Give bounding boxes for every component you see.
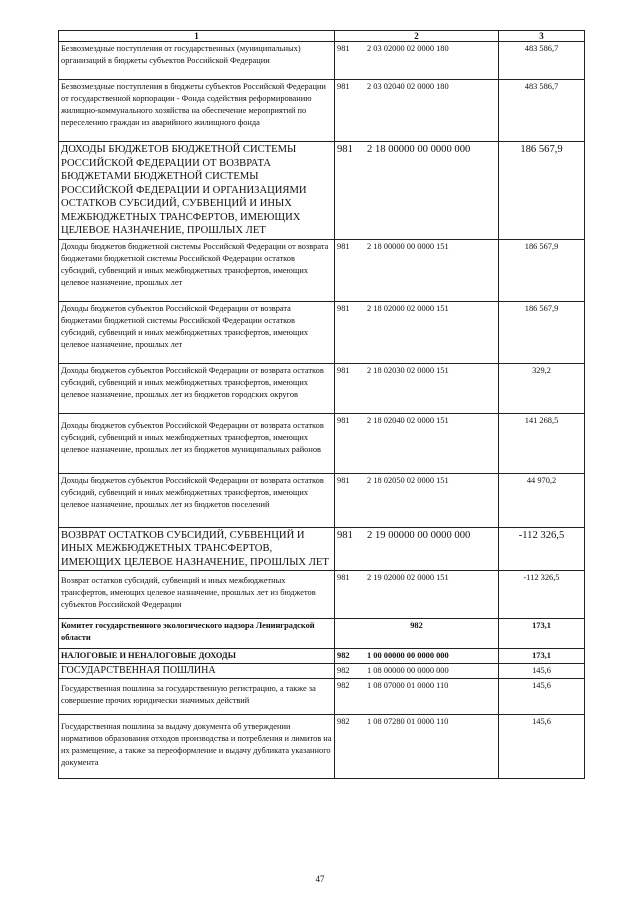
row-name: ВОЗВРАТ ОСТАТКОВ СУБСИДИЙ, СУБВЕНЦИЙ И ИНЫХ МЕЖБЮДЖЕТНЫХ ТРАНСФЕРТОВ, ИМЕЮЩИХ ЦЕЛЕВОЕ НАЗНАЧЕНИЕ, ПРОШЛЫХ ЛЕТ [59, 527, 335, 571]
table-row [59, 363, 585, 413]
column-header-2: 2 [335, 31, 499, 42]
row-kbk: 2 18 02000 02 0000 151 [367, 303, 449, 313]
table-row [59, 142, 585, 240]
table-row [59, 527, 585, 571]
row-name: Государственная пошлина за государственную регистрацию, а также за совершение прочих юридически значимых действий [59, 679, 335, 715]
row-name: ДОХОДЫ БЮДЖЕТОВ БЮДЖЕТНОЙ СИСТЕМЫ РОССИЙСКОЙ ФЕДЕРАЦИИ ОТ ВОЗВРАТА БЮДЖЕТАМИ БЮДЖЕТНОЙ СИСТЕМЫ РОССИЙСКОЙ ФЕДЕРАЦИИ И ОРГАНИЗАЦИЯМИ ОСТАТКОВ СУБСИДИЙ, СУБВЕНЦИЙ И ИНЫХ МЕЖБЮДЖЕТНЫХ ТРАНСФЕРТОВ, ИМЕЮЩИХ ЦЕЛЕВОЕ НАЗНАЧЕНИЕ, ПРОШЛЫХ ЛЕТ [59, 142, 335, 240]
table-row [59, 413, 585, 473]
row-name: Безвозмездные поступления от государственных (муниципальных) организаций в бюджеты субъектов Российской Федерации [59, 42, 335, 80]
row-admin: 981 [337, 44, 350, 53]
row-kbk: 2 18 00000 00 0000 000 [367, 144, 471, 155]
row-code [335, 142, 499, 240]
table-row-committee [59, 619, 585, 649]
row-admin: 982 [335, 619, 499, 649]
row-kbk: 2 18 00000 00 0000 151 [367, 241, 449, 251]
table-row [59, 239, 585, 301]
row-code [335, 363, 499, 413]
row-kbk: 2 18 02030 02 0000 151 [367, 365, 449, 375]
row-code [335, 239, 499, 301]
row-name: ГОСУДАРСТВЕННАЯ ПОШЛИНА [59, 664, 335, 679]
row-kbk: 2 19 00000 00 0000 000 [367, 529, 471, 541]
column-header-3: 3 [499, 31, 585, 42]
row-code [335, 527, 499, 571]
table-row [59, 42, 585, 80]
row-admin: 981 [337, 415, 350, 425]
row-admin: 981 [337, 475, 350, 485]
row-name: Доходы бюджетов субъектов Российской Федерации от возврата остатков субсидий, субвенций и иных межбюджетных трансфертов, имеющих целевое назначение, прошлых лет из бюджетов муниципальных районов [59, 413, 335, 473]
row-code [335, 473, 499, 527]
row-value: 145,6 [499, 664, 585, 679]
row-value: 145,6 [499, 679, 585, 715]
row-admin: 981 [337, 241, 350, 251]
row-name: Комитет государственного экологического надзора Ленинградской области [59, 619, 335, 649]
row-kbk: 2 03 02000 02 0000 180 [367, 44, 449, 53]
table-row [59, 679, 585, 715]
row-kbk: 1 00 00000 00 0000 000 [367, 651, 449, 660]
row-value: 186 567,9 [499, 142, 585, 240]
row-name: Доходы бюджетов бюджетной системы Российской Федерации от возврата бюджетами бюджетной системы Российской Федерации остатков субсидий, субвенций и иных межбюджетных трансфертов, имеющих целевое назначение, прошлых лет [59, 239, 335, 301]
row-admin: 981 [337, 365, 350, 375]
row-name: Доходы бюджетов субъектов Российской Федерации от возврата остатков субсидий, субвенций и иных межбюджетных трансфертов, имеющих целевое назначение, прошлых лет из бюджетов поселений [59, 473, 335, 527]
table-row [59, 715, 585, 779]
row-name: Доходы бюджетов субъектов Российской Федерации от возврата бюджетами бюджетной системы Российской Федерации остатков субсидий, субвенций и иных межбюджетных трансфертов, имеющих целевое назначение, прошлых лет [59, 301, 335, 363]
row-value: 483 586,7 [499, 80, 585, 142]
row-value: -112 326,5 [499, 571, 585, 619]
table-header-row [59, 31, 585, 42]
table-row [59, 473, 585, 527]
row-code [335, 301, 499, 363]
row-admin: 981 [337, 82, 350, 91]
row-name: НАЛОГОВЫЕ И НЕНАЛОГОВЫЕ ДОХОДЫ [59, 649, 335, 664]
row-admin: 981 [337, 303, 350, 313]
revenue-table [58, 30, 585, 779]
row-code [335, 664, 499, 679]
row-value: 186 567,9 [499, 239, 585, 301]
table-row [59, 301, 585, 363]
row-kbk: 2 18 02040 02 0000 151 [367, 415, 449, 425]
row-admin: 981 [337, 573, 350, 582]
row-admin: 982 [337, 666, 350, 675]
column-header-1: 1 [59, 31, 335, 42]
row-name: Безвозмездные поступления в бюджеты субъектов Российской Федерации от государственной корпорации - Фонда содействия реформированию жилищно-коммунального хозяйства на обеспечение мероприятий по переселению граждан из аварийного жилищного фонда [59, 80, 335, 142]
row-admin: 981 [337, 529, 353, 541]
row-value: -112 326,5 [499, 527, 585, 571]
page-number: 47 [315, 874, 325, 884]
row-value: 186 567,9 [499, 301, 585, 363]
row-admin: 981 [337, 144, 353, 155]
row-name: Доходы бюджетов субъектов Российской Федерации от возврата остатков субсидий, субвенций и иных межбюджетных трансфертов, имеющих целевое назначение, прошлых лет из бюджетов городских округов [59, 363, 335, 413]
row-code [335, 679, 499, 715]
row-name: Государственная пошлина за выдачу документа об утверждении нормативов образования отходов производства и потребления и лимитов на их размещение, а также за переоформление и выдачу дубликата указанного документа [59, 715, 335, 779]
row-kbk: 1 08 00000 00 0000 000 [367, 666, 449, 675]
row-code [335, 42, 499, 80]
row-code [335, 715, 499, 779]
row-value: 483 586,7 [499, 42, 585, 80]
row-kbk: 2 19 02000 02 0000 151 [367, 573, 449, 582]
table-row [59, 649, 585, 664]
row-admin: 982 [337, 717, 350, 726]
table-row [59, 571, 585, 619]
row-admin: 982 [337, 681, 350, 690]
row-admin: 982 [337, 651, 350, 660]
row-value: 173,1 [499, 649, 585, 664]
row-code [335, 571, 499, 619]
row-code [335, 649, 499, 664]
row-value: 145,6 [499, 715, 585, 779]
row-code [335, 413, 499, 473]
table-row [59, 80, 585, 142]
row-name: Возврат остатков субсидий, субвенций и иных межбюджетных трансфертов, имеющих целевое назначение, прошлых лет из бюджетов субъектов Российской Федерации [59, 571, 335, 619]
row-kbk: 2 18 02050 02 0000 151 [367, 475, 449, 485]
row-kbk: 1 08 07000 01 0000 110 [367, 681, 449, 690]
row-value: 141 268,5 [499, 413, 585, 473]
row-kbk: 1 08 07280 01 0000 110 [367, 717, 449, 726]
row-value: 44 970,2 [499, 473, 585, 527]
table-row [59, 664, 585, 679]
row-code [335, 80, 499, 142]
row-kbk: 2 03 02040 02 0000 180 [367, 82, 449, 91]
row-value: 173,1 [499, 619, 585, 649]
row-value: 329,2 [499, 363, 585, 413]
